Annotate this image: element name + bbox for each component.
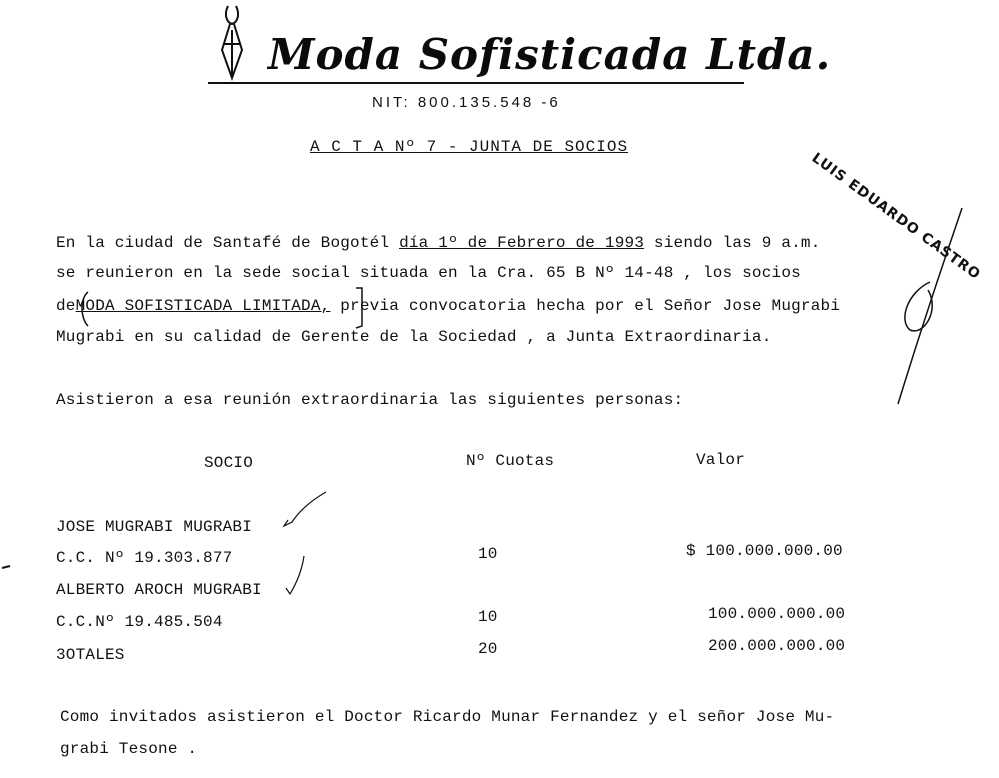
nit-number: NIT: 800.135.548 -6 bbox=[372, 94, 561, 111]
totals-label: 3OTALES bbox=[56, 646, 125, 664]
column-header-cuotas: Nº Cuotas bbox=[466, 452, 555, 470]
attendees-intro: Asistieron a esa reunión extraordinaria las siguientes personas: bbox=[56, 391, 684, 409]
guests-line-1: Como invitados asistieron el Doctor Ricardo Munar Fernandez y el señor Jose Mu- bbox=[60, 708, 835, 726]
socio-id: C.C.Nº 19.485.504 bbox=[56, 613, 223, 631]
socio-cuotas: 10 bbox=[478, 545, 498, 563]
paragraph-line-4: Mugrabi en su calidad de Gerente de la Sociedad , a Junta Extraordinaria. bbox=[56, 328, 772, 346]
meeting-date: día 1º de Febrero de 1993 bbox=[399, 234, 645, 252]
paragraph-line-2: se reunieron en la sede social situada en la Cra. 65 B Nº 14-48 , los socios bbox=[56, 264, 801, 282]
paragraph-line-1: En la ciudad de Santafé de Bogotél día 1º de Febrero de 1993 siendo las 9 a.m. bbox=[56, 234, 821, 252]
column-header-valor: Valor bbox=[696, 451, 746, 469]
margin-mark bbox=[2, 566, 10, 568]
company-legal-name: MODA SOFISTICADA LIMITADA, bbox=[75, 297, 331, 315]
totals-valor: 200.000.000.00 bbox=[708, 637, 846, 655]
socio-valor: $ 100.000.000.00 bbox=[686, 542, 843, 560]
check-mark bbox=[286, 556, 304, 594]
totals-cuotas: 20 bbox=[478, 640, 498, 658]
check-mark bbox=[284, 492, 326, 526]
company-name: Moda Sofisticada Ltda. bbox=[268, 30, 832, 79]
document-title: A C T A Nº 7 - JUNTA DE SOCIOS bbox=[310, 138, 629, 156]
column-header-socio: SOCIO bbox=[204, 454, 254, 472]
fashion-figure-icon bbox=[222, 6, 242, 78]
socio-valor: 100.000.000.00 bbox=[708, 605, 846, 623]
header-divider bbox=[208, 82, 744, 84]
guests-line-2: grabi Tesone . bbox=[60, 740, 198, 758]
socio-name: JOSE MUGRABI MUGRABI bbox=[56, 518, 253, 536]
socio-name: ALBERTO AROCH MUGRABI bbox=[56, 581, 262, 599]
notary-stamp: LUIS EDUARDO CASTRO bbox=[808, 150, 984, 284]
socio-cuotas: 10 bbox=[478, 608, 498, 626]
paragraph-line-3: deMODA SOFISTICADA LIMITADA, previa convocatoria hecha por el Señor Jose Mugrabi bbox=[56, 297, 841, 315]
socio-id: C.C. Nº 19.303.877 bbox=[56, 549, 233, 567]
signature-loop bbox=[905, 282, 932, 331]
